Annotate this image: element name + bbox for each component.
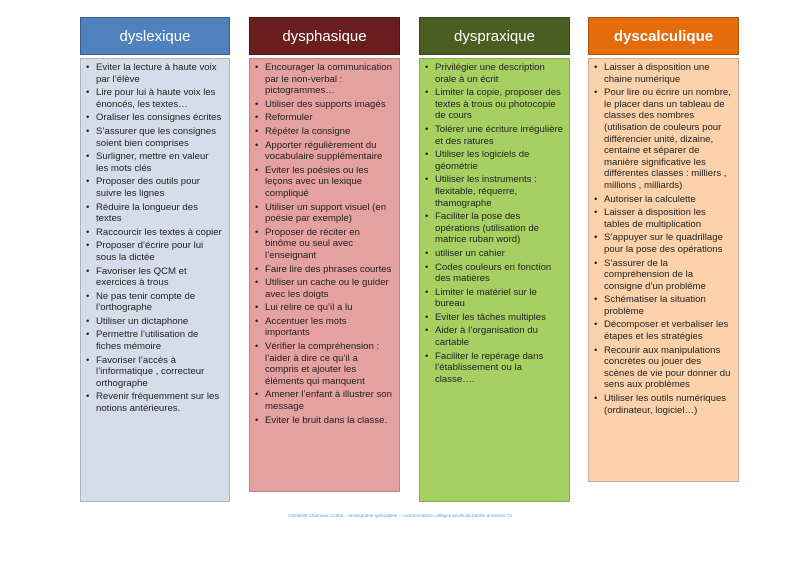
list-item: • Faire lire des phrases courtes [254,264,393,276]
column-body [588,58,739,482]
list-item: • Eviter le bruit dans la classe. [254,415,393,427]
list-item: • utiliser un cahier [424,248,563,260]
recommendation-list [85,62,223,415]
list-item: • Tolérer une écriture irrégulière et des ratures [424,124,563,147]
list-item: • Oraliser les consignes écrites [85,112,223,124]
list-item: • Limiter la copie, proposer des textes à trous ou photocopie de cours [424,87,563,122]
list-item: • Réduire la longueur des textes [85,202,223,225]
recommendation-list [254,62,393,426]
list-item: • Proposer d’écrire pour lui sous la dictée [85,240,223,263]
list-item: • Raccourcir les textes à copier [85,227,223,239]
list-item: • Reformuler [254,112,393,124]
column-header: dysphasique [249,17,400,55]
column-dyslexique [80,17,230,502]
list-item: • Revenir fréquemment sur les notions antérieures. [85,391,223,414]
list-item: • Autoriser la calculette [593,194,732,206]
list-item: • S’appuyer sur le quadrillage pour la pose des opérations [593,232,732,255]
list-item: • Décomposer et verbaliser les étapes et les stratégies [593,319,732,342]
list-item: • S’assurer de la compréhension de la consigne d’un problème [593,258,732,293]
list-item: • Ne pas tenir compte de l’orthographe [85,291,223,314]
column-dyscalculique [588,17,739,482]
column-dyspraxique [419,17,570,502]
column-dysphasique [249,17,400,492]
list-item: • Faciliter le repérage dans l’établissement ou la classe…. [424,351,563,386]
column-header: dyslexique [80,17,230,55]
recommendation-list [593,62,732,416]
list-item: • Privilégier une description orale à un écrit [424,62,563,85]
list-item: • Proposer de réciter en binôme ou seul avec l’enseignant [254,227,393,262]
list-item: • Recourir aux manipulations concrètes ou jouer des scènes de vie pour donner du sens aux problèmes [593,345,732,391]
list-item: • Utiliser un cache ou le guider avec les doigts [254,277,393,300]
list-item: • Permettre l’utilisation de fiches mémoire [85,329,223,352]
list-item: • Schématiser la situation problème [593,294,732,317]
recommendation-list [424,62,563,385]
list-item: • Utiliser un dictaphone [85,316,223,328]
column-header: dyspraxique [419,17,570,55]
list-item: • Pour lire ou écrire un nombre, le placer dans un tableau de classes des nombres (utilisation de couleurs pour différencier unité, dizaine, centaine et séparer de manière significative les différentes classes : milliers , millions , milliards) [593,87,732,191]
list-item: • Eviter la lecture à haute voix par l’élève [85,62,223,85]
column-header: dyscalculique [588,17,739,55]
list-item: • Eviter les poésies ou les leçons avec un lexique compliqué [254,165,393,200]
list-item: • Répéter la consigne [254,126,393,138]
list-item: • Apporter régulièrement du vocabulaire supplémentaire [254,140,393,163]
column-body [419,58,570,502]
list-item: • Surligner, mettre en valeur les mots clés [85,151,223,174]
list-item: • Accentuer les mots importants [254,316,393,339]
list-item: • Lui relire ce qu’il a lu [254,302,393,314]
footer-credit: Christelle Chameau: Cothn – enseignante spécialisée – coordonnatrice collèges privés du bassin annécien 74 [288,513,512,518]
list-item: • Laisser à disposition les tables de multiplication [593,207,732,230]
column-body [80,58,230,502]
list-item: • Favoriser l’accès à l’informatique , correcteur orthographe [85,355,223,390]
column-body [249,58,400,492]
list-item: • Laisser à disposition une chaine numérique [593,62,732,85]
list-item: • Amener l’enfant à illustrer son message [254,389,393,412]
list-item: • Vérifier la compréhension : l’aider à dire ce qu’il a compris et ajouter les éléments qui manquent [254,341,393,387]
list-item: • Faciliter la pose des opérations (utilisation de matrice ruban word) [424,211,563,246]
list-item: • Utiliser un support visuel (en poésie par exemple) [254,202,393,225]
list-item: • Proposer des outils pour suivre les lignes [85,176,223,199]
list-item: • Utiliser les outils numériques (ordinateur, logiciel…) [593,393,732,416]
list-item: • Lire pour lui à haute voix les énoncés, les textes… [85,87,223,110]
list-item: • Eviter les tâches multiples [424,312,563,324]
list-item: • Aider à l’organisation du cartable [424,325,563,348]
list-item: • Utiliser les logiciels de géométrie [424,149,563,172]
list-item: • Utiliser des supports imagés [254,99,393,111]
list-item: • Encourager la communication par le non-verbal : pictogrammes… [254,62,393,97]
list-item: • Limiter le matériel sur le bureau [424,287,563,310]
list-item: • S’assurer que les consignes soient bien comprises [85,126,223,149]
list-item: • Favoriser les QCM et exercices à trous [85,266,223,289]
list-item: • Codes couleurs en fonction des matières [424,262,563,285]
list-item: • Utiliser les instruments : flexitable, réquerre, thamographe [424,174,563,209]
